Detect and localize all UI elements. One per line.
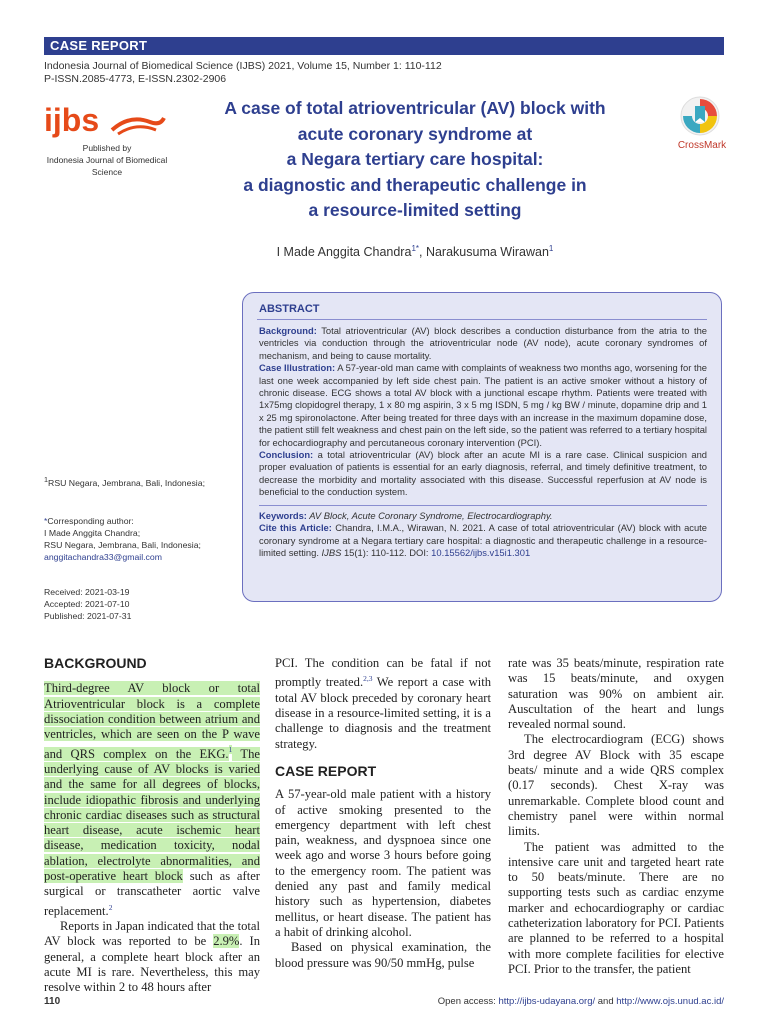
abstract-divider bbox=[257, 319, 707, 320]
cite-journal: IJBS bbox=[321, 546, 342, 558]
received-date: Received: 2021-03-19 bbox=[44, 586, 130, 597]
body-text: such as after surgical or transcatheter aortic valve replacement. bbox=[44, 869, 260, 918]
abstract-heading: ABSTRACT bbox=[259, 303, 320, 315]
corresponding-star: * bbox=[44, 515, 48, 526]
title-line: a resource-limited setting bbox=[308, 200, 522, 220]
body-paragraph: rate was 35 beats/minute, respiration rate was 15 beats/minute, and oxygen saturation was 90% on ambient air. Auscultation of the heart and lungs revealed normal sound. bbox=[508, 656, 724, 732]
background-heading: BACKGROUND bbox=[44, 655, 147, 671]
corresponding-address: RSU Negara, Jembrana, Bali, Indonesia; bbox=[44, 539, 201, 550]
body-paragraph bbox=[44, 681, 260, 919]
author-separator: , bbox=[419, 245, 426, 260]
keywords-label: Keywords: bbox=[259, 509, 307, 521]
ojs-link[interactable]: http://www.ojs.unud.ac.id/ bbox=[616, 996, 724, 1007]
published-by-label: Published by bbox=[82, 143, 132, 153]
sidebar-metadata bbox=[44, 474, 229, 622]
body-paragraph: The electrocardiogram (ECG) shows 3rd degree AV Block with 35 escape beats/ minute and a wide QRS complex (0.17 seconds). Chest X-ray was unremarkable. Complete blood count and chemistry panel were within normal limits. bbox=[508, 732, 724, 839]
body-text: PCI. The condition can be fatal if not promptly treated. bbox=[275, 656, 491, 690]
published-date: Published: 2021-07-31 bbox=[44, 610, 132, 621]
abstract-keywords bbox=[259, 510, 707, 522]
journal-logo bbox=[44, 104, 164, 142]
keywords-divider bbox=[259, 505, 707, 506]
body-text: . In general, a complete heart block after an acute MI is rare. Nevertheless, this may resolve within 2 to 48 hours after bbox=[44, 934, 260, 995]
crossmark-label: CrossMark bbox=[677, 140, 727, 151]
journal-issn: P-ISSN.2085-4773, E-ISSN.2302-2906 bbox=[44, 73, 227, 85]
highlighted-text: The underlying cause of AV blocks is varied and the same for all degrees of blocks, include idiopathic fibrosis and underlying chronic cardiac diseases such as structural heart disease, acute ischemic heart disease, medication toxicity, nodal ablation, electrolyte abnormalities, and post-operative heart block bbox=[44, 746, 260, 884]
accepted-date: Accepted: 2021-07-10 bbox=[44, 598, 130, 609]
case-report-heading: CASE REPORT bbox=[275, 762, 377, 779]
abstract-case bbox=[259, 362, 707, 449]
doi-link[interactable]: 10.15562/ijbs.v15i1.301 bbox=[431, 546, 531, 558]
affiliation-text: RSU Negara, Jembrana, Bali, Indonesia; bbox=[48, 477, 205, 488]
highlighted-text: Third-degree AV block or total Atrioventricular block is a complete dissociation condition between atrium and ventricles, which are seen on the P wave and QRS complex on the EKG. bbox=[44, 681, 260, 761]
body-paragraph: The patient was admitted to the intensive care unit and targeted heart rate to 50 beats/minute. There are no supporting tests such as cardiac enzyme marker and echocardiography or cardiac catheterization laboratory for PCI. Patients are planned to be referred to a hospital with more complete facilities for elective PCI. Prior to the transfer, the patient bbox=[508, 839, 724, 976]
highlighted-text: 2.9% bbox=[213, 934, 240, 949]
abstract-text: Total atrioventricular (AV) block describes a conduction disturbance from the atria to the ventricles via conduction through the atrioventricular node (AV node), acute coronary syndromes of mechanism, and being to cause mortality. bbox=[259, 325, 707, 361]
cite-text: Chandra, I.M.A., Wirawan, N. 2021. A case of total atrioventricular (AV) block with acute coronary syndrome at a Negara tertiary care hospital: a diagnostic and therapeutic challenge in a resource-limited setting. bbox=[259, 522, 708, 558]
logo-swoosh-icon bbox=[110, 112, 166, 136]
author-name: I Made Anggita Chandra bbox=[276, 245, 412, 260]
body-paragraph bbox=[275, 656, 491, 752]
open-access-label: Open access: bbox=[437, 996, 499, 1007]
abstract-body bbox=[259, 325, 707, 559]
title-line: A case of total atrioventricular (AV) block with bbox=[224, 98, 606, 118]
body-text: We report a case with total AV block preceded by coronary heart disease in a resource-limited setting, it is a challenge to diagnosis and the treatment strategy. bbox=[275, 675, 492, 751]
footer-and: and bbox=[595, 996, 617, 1007]
citation-ref[interactable]: 1 bbox=[228, 745, 233, 755]
open-access-footer bbox=[438, 996, 724, 1007]
title-line: acute coronary syndrome at bbox=[297, 123, 533, 144]
corresponding-label-text: Corresponding author: bbox=[47, 515, 134, 526]
publisher-block bbox=[44, 142, 170, 178]
corresponding-email-link[interactable]: anggitachandra33@gmail.com bbox=[44, 551, 162, 562]
citation-ref[interactable]: 2,3 bbox=[363, 674, 373, 684]
crossmark-icon bbox=[674, 96, 724, 140]
journal-citation: Indonesia Journal of Biomedical Science (IJBS) 2021, Volume 15, Number 1: 110-112 bbox=[44, 60, 442, 72]
body-paragraph: Based on physical examination, the blood pressure was 90/50 mmHg, pulse bbox=[275, 940, 491, 970]
cite-tail: 15(1): 110-112. DOI: bbox=[341, 546, 432, 558]
corresponding-name: I Made Anggita Chandra; bbox=[44, 527, 141, 538]
body-paragraph bbox=[44, 919, 260, 995]
journal-link[interactable]: http://ijbs-udayana.org/ bbox=[498, 996, 596, 1007]
body-column-2 bbox=[275, 656, 491, 971]
abstract-cite bbox=[259, 522, 707, 559]
author-list bbox=[200, 244, 630, 259]
abstract-label: Background: bbox=[259, 325, 317, 336]
author-affil-sup: 1 bbox=[548, 244, 554, 253]
page-number: 110 bbox=[44, 996, 61, 1007]
abstract-background bbox=[259, 325, 707, 362]
affiliation-sup: 1 bbox=[44, 475, 49, 484]
body-text: Reports in Japan indicated that the total AV block was reported to be bbox=[44, 919, 260, 949]
cite-label: Cite this Article: bbox=[259, 522, 332, 534]
abstract-text: A 57-year-old man came with complaints of weakness two months ago, worsening for the last one week accompanied by left side chest pain. The patient is an active smoker without a history of chronic disease. ECG shows a total AV block with a junctional escape rhythm. Patients were treated with 1x75mg clopidogrel therapy, 1 x 80 mg aspirin, 3 x 5 mg ISDN, 5 mg / kg BW / minute, dopamine drip and 1 x 25 mg spironolactone. After being treated for three days with an increase in the maximum dopamine dose, the patient still felt weakness and chest pain on the left side, so the patient was referred to a tertiary hospital for echocardiography and percutaneous coronary intervention (PCI). bbox=[259, 362, 707, 448]
corresponding-label bbox=[44, 515, 229, 527]
article-title bbox=[200, 96, 630, 224]
citation-ref[interactable]: 2 bbox=[108, 902, 113, 912]
body-column-1 bbox=[44, 656, 260, 996]
keywords-text: AV Block, Acute Coronary Syndrome, Electrocardiography. bbox=[306, 509, 553, 521]
publisher-name: Indonesia Journal of Biomedical Science bbox=[46, 155, 168, 177]
abstract-box bbox=[242, 292, 722, 602]
logo-text: ijbs bbox=[44, 102, 100, 138]
crossmark-badge[interactable] bbox=[674, 96, 727, 156]
abstract-text: a total atrioventricular (AV) block after an acute MI is a rare case. Clinical suspicion and proper evaluation of patients is essential for an early diagnosis, referral, and timely definitive treatment, to decrease the morbidity and mortality associated with this disease. Successful reperfusion at AV node is beneficial to the conduction system. bbox=[259, 449, 707, 498]
title-line: a Negara tertiary care hospital: bbox=[286, 149, 544, 169]
title-line: a diagnostic and therapeutic challenge in bbox=[243, 174, 587, 195]
section-banner bbox=[44, 37, 724, 55]
author-name: Narakusuma Wirawan bbox=[425, 245, 549, 260]
abstract-label: Conclusion: bbox=[259, 449, 314, 461]
abstract-label: Case Illustration: bbox=[259, 362, 336, 374]
banner-label: CASE REPORT bbox=[50, 38, 148, 53]
body-paragraph: A 57-year-old male patient with a history of active smoking presented to the emergency department with left chest pain, weakness, and dyspnoea since one week ago and worse 3 hours before going to the emergency room. The patient was denied any past and family medical history such as hypertension, diabetes mellitus, or heart disease. The patient has a habit of drinking alcohol. bbox=[275, 787, 491, 939]
body-column-3 bbox=[508, 656, 724, 977]
affiliation bbox=[44, 474, 229, 489]
abstract-conclusion bbox=[259, 449, 707, 499]
author-affil-sup: 1* bbox=[411, 244, 419, 253]
